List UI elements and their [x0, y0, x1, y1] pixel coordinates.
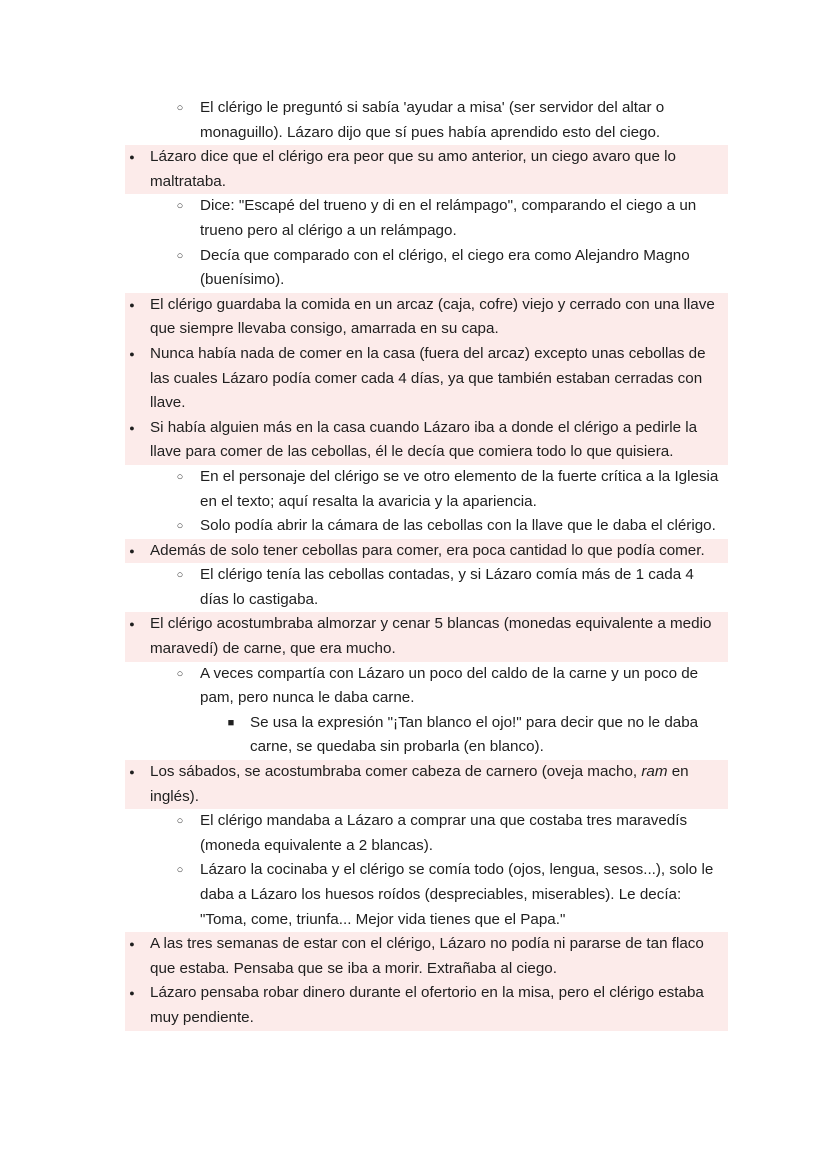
list-item-text: El clérigo le preguntó si sabía 'ayudar a misa' (ser servidor del altar o monaguillo). Lázaro dijo que sí pues había aprendido esto del ciego.: [200, 99, 665, 141]
list-item-text: Dice: "Escapé del trueno y di en el relámpago", comparando el ciego a un trueno pero al clérigo a un relámpago.: [200, 197, 697, 239]
filled-bullet-icon: ●: [129, 988, 135, 999]
list-item: [125, 539, 728, 564]
list-item: [125, 612, 728, 661]
bullet-list: [0, 96, 828, 1031]
list-item-text: Lázaro dice que el clérigo era peor que su amo anterior, un ciego avaro que lo maltrataba.: [150, 148, 676, 190]
hollow-bullet-icon: ○: [176, 520, 184, 533]
filled-bullet-icon: ●: [129, 348, 135, 359]
list-item: [175, 244, 728, 293]
hollow-bullet-icon: ○: [176, 569, 184, 582]
list-item: [175, 96, 728, 145]
hollow-bullet-icon: ○: [176, 470, 184, 483]
filled-bullet-icon: ●: [129, 545, 135, 556]
list-item-text: El clérigo mandaba a Lázaro a comprar una que costaba tres maravedís (moneda equivalente a 2 blancas).: [200, 812, 688, 854]
hollow-bullet-icon: ○: [176, 815, 184, 828]
list-item: [225, 711, 728, 760]
list-item-text: A veces compartía con Lázaro un poco del caldo de la carne y un poco de pam, pero nunca le daba carne.: [200, 664, 699, 707]
list-item-text: Lázaro pensaba robar dinero durante el ofertorio en la misa, pero el clérigo estaba muy pendiente.: [150, 984, 704, 1026]
list-item-text: Lázaro la cocinaba y el clérigo se comía todo (ojos, lengua, sesos...), solo le daba a Lázaro los huesos roídos (despreciables, miserables). Le decía: "Toma, come, triunfa... Mejor vida tienes que el Papa.": [200, 861, 714, 928]
hollow-bullet-icon: ○: [176, 249, 184, 262]
hollow-bullet-icon: ○: [176, 667, 184, 680]
list-item-text: En el personaje del clérigo se ve otro elemento de la fuerte crítica a la Iglesia en el texto; aquí resalta la avaricia y la apariencia.: [200, 467, 719, 510]
filled-bullet-icon: ●: [129, 767, 135, 778]
list-item: [175, 563, 728, 612]
list-item-text: Además de solo tener cebollas para comer, era poca cantidad lo que podía comer.: [150, 541, 705, 559]
italic-word: ram: [641, 763, 668, 781]
list-item: [125, 981, 728, 1030]
hollow-bullet-icon: ○: [176, 864, 184, 877]
square-bullet-icon: ■: [227, 716, 235, 729]
hollow-bullet-icon: ○: [176, 200, 184, 213]
text-segment: en inglés).: [150, 763, 689, 805]
filled-bullet-icon: ●: [129, 299, 135, 310]
filled-bullet-icon: ●: [129, 422, 135, 433]
text-segment: Los sábados, se acostumbraba comer cabeza de carnero (oveja macho,: [150, 763, 642, 781]
list-item-text: El clérigo tenía las cebollas contadas, y si Lázaro comía más de 1 cada 4 días lo castigaba.: [200, 566, 694, 608]
list-item: [175, 194, 728, 243]
filled-bullet-icon: ●: [129, 152, 135, 163]
list-item: [125, 145, 728, 194]
filled-bullet-icon: ●: [129, 939, 135, 950]
list-item: [175, 858, 728, 932]
list-item: [125, 293, 728, 342]
filled-bullet-icon: ●: [129, 619, 135, 630]
list-item-text: Decía que comparado con el clérigo, el ciego era como Alejandro Magno (buenísimo).: [200, 246, 690, 289]
list-item: [175, 662, 728, 711]
list-item: [175, 809, 728, 858]
list-item: [125, 760, 728, 809]
list-item: [175, 465, 728, 514]
list-item-text: El clérigo acostumbraba almorzar y cenar 5 blancas (monedas equivalente a medio maravedí) de carne, que era mucho.: [150, 615, 712, 658]
list-item: [175, 514, 728, 539]
list-item-text: Si había alguien más en la casa cuando Lázaro iba a donde el clérigo a pedirle la llave para comer de las cebollas, él le decía que comiera todo lo que quisiera.: [150, 418, 698, 461]
list-item: [125, 342, 728, 416]
list-item: [125, 416, 728, 465]
list-item-text: Solo podía abrir la cámara de las cebollas con la llave que le daba el clérigo.: [200, 517, 716, 535]
list-item-text: Se usa la expresión "¡Tan blanco el ojo!" para decir que no le daba carne, se quedaba sin probarla (en blanco).: [250, 713, 699, 756]
hollow-bullet-icon: ○: [176, 102, 184, 114]
list-item-text: Nunca había nada de comer en la casa (fuera del arcaz) excepto unas cebollas de las cuales Lázaro podía comer cada 4 días, ya que también estaban cerradas con llave.: [150, 344, 706, 412]
list-item-text: El clérigo guardaba la comida en un arcaz (caja, cofre) viejo y cerrado con una llave que siempre llevaba consigo, amarrada en su capa.: [150, 295, 715, 338]
list-item-text: [125, 760, 728, 809]
list-item-text: A las tres semanas de estar con el clérigo, Lázaro no podía ni pararse de tan flaco que estaba. Pensaba que se iba a morir. Extrañaba al ciego.: [150, 935, 704, 977]
list-item: [125, 932, 728, 981]
